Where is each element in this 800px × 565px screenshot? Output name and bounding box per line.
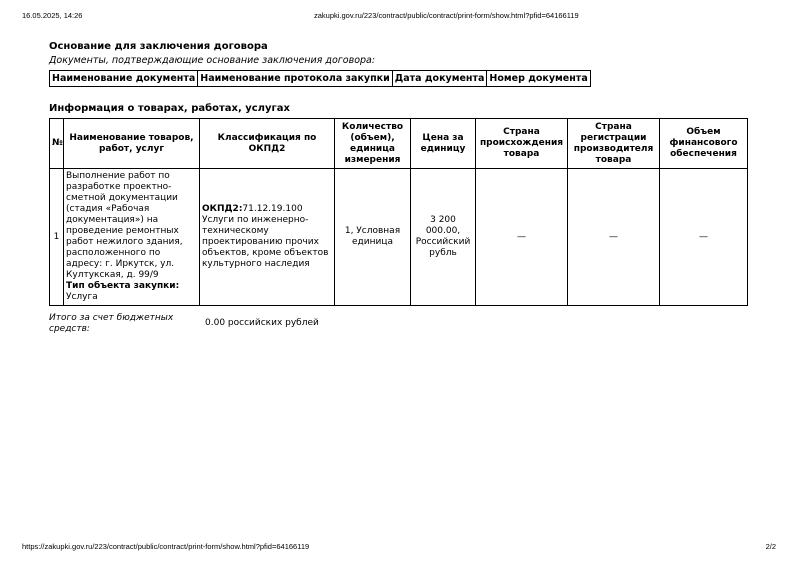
table-row — [50, 169, 748, 306]
col-number: № — [50, 119, 64, 169]
col-name: Наименование товаров, работ, услуг — [64, 119, 200, 169]
goods-section-title: Информация о товарах, работах, услугах — [49, 103, 290, 114]
col-funding-volume: Объем финансового обеспечения — [660, 119, 748, 169]
col-document-number: Номер документа — [487, 71, 590, 87]
basis-documents-table — [49, 70, 591, 87]
row-okpd-cell — [200, 169, 335, 306]
row-number: 1 — [50, 169, 64, 306]
budget-total-label: Итого за счет бюджетных средств: — [49, 313, 174, 334]
col-registration-country: Страна регистрации производителя товара — [568, 119, 660, 169]
table-header-row — [50, 119, 748, 169]
row-type-value: Услуга — [66, 292, 98, 302]
row-price: 3 200 000.00, Российский рубль — [411, 169, 476, 306]
row-name: Выполнение работ по разработке проектно-сметной документации (стадия «Рабочая документация») на проведение ремонтных работ нежилого здания, расположенного по адресу: г. Иркутск, ул. Култукская, д. 99/9 — [66, 171, 183, 280]
col-document-date: Дата документа — [392, 71, 487, 87]
col-protocol-name: Наименование протокола закупки — [198, 71, 393, 87]
col-okpd: Классификация по ОКПД2 — [200, 119, 335, 169]
print-datetime: 16.05.2025, 14:26 — [22, 11, 83, 20]
row-okpd-description: Услуги по инженерно-техническому проектированию прочих объектов, кроме объектов культурного наследия — [202, 215, 329, 269]
col-quantity: Количество (объем), единица измерения — [335, 119, 411, 169]
row-quantity: 1, Условная единица — [335, 169, 411, 306]
basis-section-subtitle: Документы, подтверждающие основание заключения договора: — [49, 55, 376, 66]
basis-section-title: Основание для заключения договора — [49, 41, 268, 52]
goods-table — [49, 118, 748, 306]
row-name-cell — [64, 169, 200, 306]
footer-url: https://zakupki.gov.ru/223/contract/public/contract/print-form/show.html?pfid=64166119 — [22, 542, 310, 551]
row-type-label: Тип объекта закупки: — [66, 281, 180, 291]
col-origin-country: Страна происхождения товара — [476, 119, 568, 169]
row-registration-country: — — [568, 169, 660, 306]
page-number: 2/2 — [765, 542, 776, 551]
row-okpd-code: 71.12.19.100 — [242, 204, 303, 214]
col-price: Цена за единицу — [411, 119, 476, 169]
row-funding-volume: — — [660, 169, 748, 306]
row-okpd-label: ОКПД2: — [202, 204, 243, 214]
row-origin-country: — — [476, 169, 568, 306]
col-document-name: Наименование документа — [50, 71, 198, 87]
budget-total-value: 0.00 российских рублей — [205, 318, 319, 328]
table-header-row — [50, 71, 591, 87]
page-url-header: zakupki.gov.ru/223/contract/public/contract/print-form/show.html?pfid=64166119 — [314, 11, 579, 20]
